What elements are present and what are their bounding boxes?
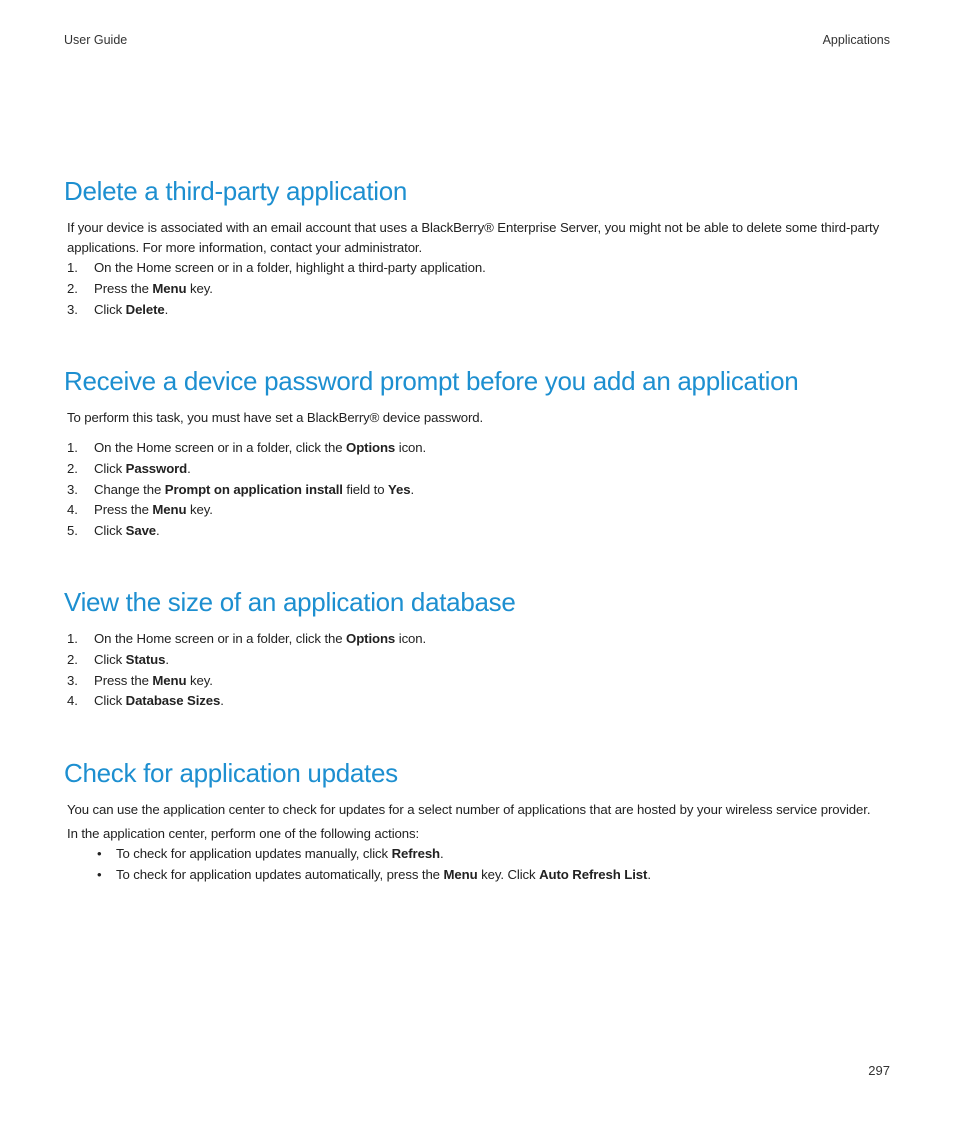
bullet-item xyxy=(64,844,894,865)
step-bold: Options xyxy=(346,631,396,646)
step-text: Click xyxy=(94,301,126,317)
bullet-bold: Auto Refresh List xyxy=(539,866,648,882)
step-number: 3. xyxy=(67,481,78,497)
steps-list xyxy=(64,258,894,320)
step-number: 4. xyxy=(67,693,78,709)
step-bold: Status xyxy=(125,651,166,667)
step-text: Press the xyxy=(94,502,153,518)
step-text: key. xyxy=(186,280,213,296)
steps-list xyxy=(64,438,894,542)
step-text: Click xyxy=(94,523,126,539)
running-header-right: Applications xyxy=(822,33,890,47)
step-text: key. xyxy=(186,672,213,688)
step-text: . xyxy=(156,523,160,539)
step-text: On the Home screen or in a folder, click the xyxy=(94,631,347,646)
step-item xyxy=(64,691,894,712)
step-bold: Save xyxy=(125,523,157,539)
step-bold: Prompt on application install xyxy=(164,481,343,497)
bullet-item xyxy=(64,865,894,886)
step-text: Press the xyxy=(94,672,153,688)
step-number: 5. xyxy=(67,523,78,539)
section-database-size xyxy=(64,589,894,712)
step-item xyxy=(64,629,894,650)
step-number: 3. xyxy=(67,672,78,688)
step-item xyxy=(64,279,894,300)
step-text: icon. xyxy=(395,631,427,646)
step-bold: Delete xyxy=(125,301,165,317)
step-number: 4. xyxy=(67,502,78,518)
step-text: On the Home screen or in a folder, click the xyxy=(94,440,347,455)
step-text: Change the xyxy=(94,481,165,497)
step-number: 2. xyxy=(67,460,78,476)
step-bold: Menu xyxy=(152,280,187,296)
step-number: 2. xyxy=(67,280,78,296)
step-text: . xyxy=(164,301,169,317)
section-application-updates xyxy=(64,760,894,886)
section-intro: To perform this task, you must have set a BlackBerry® device password. xyxy=(67,410,484,425)
section-password-prompt xyxy=(64,368,894,542)
step-bold: Menu xyxy=(152,672,187,688)
step-item xyxy=(64,258,894,279)
step-bold: Yes xyxy=(388,481,411,497)
step-bold: Database Sizes xyxy=(125,693,221,709)
step-text: key. xyxy=(186,502,213,518)
section-intro: If your device is associated with an email account that uses a BlackBerry® Enterprise Server, you might not be able to delete some third-party applications. For more information, contact your administrator. xyxy=(67,220,880,255)
step-text: Click xyxy=(94,693,126,709)
bullet-bold: Refresh xyxy=(391,846,441,861)
step-number: 2. xyxy=(67,651,78,667)
step-number: 3. xyxy=(67,301,78,317)
bullet-text: . xyxy=(440,846,444,861)
step-item xyxy=(64,300,894,321)
section-delete-application xyxy=(64,178,894,320)
steps-list xyxy=(64,629,894,712)
bullet-glyph: • xyxy=(97,846,102,861)
step-number: 1. xyxy=(67,260,78,275)
bullet-list xyxy=(64,844,894,886)
running-header-left: User Guide xyxy=(64,33,128,47)
step-text: . xyxy=(187,460,191,476)
bullet-bold: Menu xyxy=(443,866,478,882)
bullet-text: To check for application updates automatically, press the xyxy=(116,866,444,882)
section-title: Check for application updates xyxy=(64,758,398,788)
step-text: field to xyxy=(342,481,389,497)
bullet-text: . xyxy=(647,866,651,882)
step-number: 1. xyxy=(67,631,78,646)
step-item xyxy=(64,480,894,501)
step-text: . xyxy=(410,481,415,497)
step-text: Press the xyxy=(94,280,153,296)
page-number: 297 xyxy=(868,1063,890,1078)
step-number: 1. xyxy=(67,440,78,455)
step-item xyxy=(64,671,894,692)
section-title: Receive a device password prompt before you add an application xyxy=(64,366,799,396)
step-item xyxy=(64,521,894,542)
step-item xyxy=(64,500,894,521)
step-text: . xyxy=(220,693,224,709)
section-title: Delete a third-party application xyxy=(64,176,408,206)
step-item xyxy=(64,438,894,459)
step-item xyxy=(64,459,894,480)
bullet-glyph: • xyxy=(97,866,102,882)
section-title: View the size of an application database xyxy=(64,587,516,617)
step-bold: Menu xyxy=(152,502,187,518)
step-text: On the Home screen or in a folder, highlight a third-party application. xyxy=(94,260,486,275)
step-bold: Password xyxy=(125,460,188,476)
bullet-text: To check for application updates manually, click xyxy=(116,846,392,861)
bullet-text: key. Click xyxy=(477,866,540,882)
section-intro-secondary: In the application center, perform one of the following actions: xyxy=(67,826,420,841)
step-item xyxy=(64,650,894,671)
step-bold: Options xyxy=(346,440,396,455)
step-text: Click xyxy=(94,460,126,476)
step-text: icon. xyxy=(395,440,427,455)
step-text: . xyxy=(165,651,169,667)
section-intro: You can use the application center to check for updates for a select number of applications that are hosted by your wireless service provider. xyxy=(67,802,871,817)
step-text: Click xyxy=(94,651,126,667)
